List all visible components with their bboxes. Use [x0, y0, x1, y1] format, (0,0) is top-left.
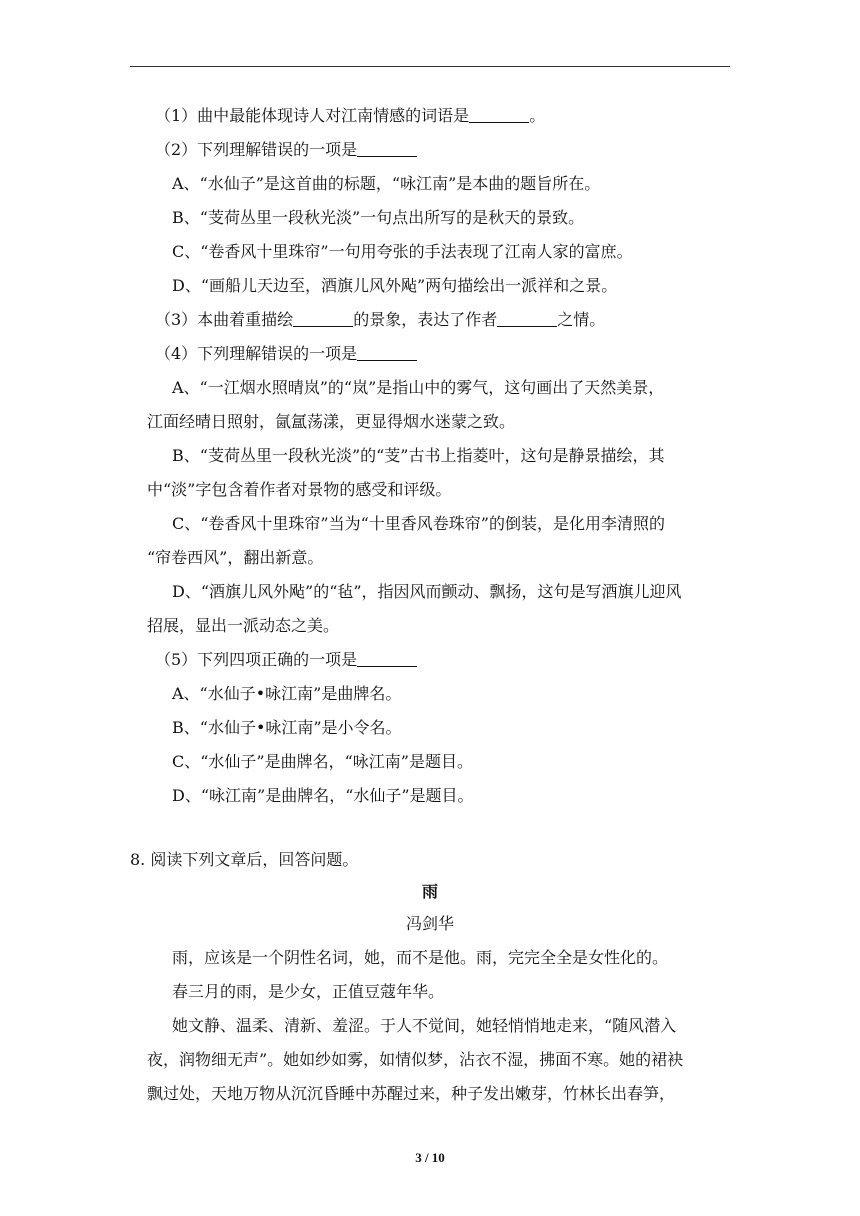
article-author: 冯剑华 — [405, 914, 454, 933]
q4-stem: （4）下列理解错误的一项是 — [155, 344, 358, 363]
q2-stem-line — [155, 140, 417, 160]
q3-blank-2[interactable] — [497, 310, 557, 327]
q2-option-b: B、“芰荷丛里一段秋光淡”一句点出所写的是秋天的景致。 — [172, 208, 585, 227]
q2-option-d: D、“画船儿天边至，酒旗儿风外飐”两句描绘出一派祥和之景。 — [172, 276, 618, 295]
article-paragraph-2: 春三月的雨，是少女，正值豆蔻年华。 — [172, 982, 445, 1001]
q4-option-a-line2: 江面经晴日照射，氤氲荡漾，更显得烟水迷蒙之致。 — [147, 412, 516, 431]
q4-option-c-line2: “帘卷西风”，翻出新意。 — [147, 548, 324, 567]
q8-heading: 8. 阅读下列文章后，回答问题。 — [130, 850, 359, 869]
q4-option-b-line1: B、“芰荷丛里一段秋光淡”的“芰”古书上指菱叶，这句是静景描绘，其 — [172, 446, 665, 465]
q5-stem-line — [155, 650, 417, 670]
q4-option-b-line2: 中“淡”字包含着作者对景物的感受和评级。 — [147, 480, 452, 499]
article-paragraph-1: 雨，应该是一个阴性名词，她，而不是他。雨，完完全全是女性化的。 — [172, 948, 669, 967]
q4-option-d-line1: D、“酒旗儿风外飐”的“毡”，指因风而颤动、飘扬，这句是写酒旗儿迎风 — [172, 582, 682, 601]
q3-text-mid: 的景象，表达了作者 — [353, 310, 498, 329]
article-paragraph-3-line3: 飘过处，天地万物从沉沉昏睡中苏醒过来，种子发出嫩芽，竹林长出春笋， — [147, 1084, 676, 1103]
q1-text: （1）曲中最能体现诗人对江南情感的词语是 — [155, 106, 470, 125]
q5-option-d: D、“咏江南”是曲牌名，“水仙子”是题目。 — [172, 786, 474, 805]
q4-option-a-line1: A、“一江烟水照晴岚”的“岚”是指山中的雾气，这句画出了天然美景， — [172, 378, 665, 397]
q1-period: 。 — [529, 106, 546, 125]
q2-option-a: A、“水仙子”是这首曲的标题，“咏江南”是本曲的题旨所在。 — [172, 174, 601, 193]
page-number: 3 / 10 — [415, 1150, 445, 1165]
q4-option-c-line1: C、“卷香风十里珠帘”当为“十里香风卷珠帘”的倒装，是化用李清照的 — [172, 514, 665, 533]
header-rule — [130, 66, 730, 67]
q5-option-b: B、“水仙子•咏江南”是小令名。 — [172, 718, 402, 737]
q4-stem-line — [155, 344, 417, 364]
q5-stem: （5）下列四项正确的一项是 — [155, 650, 358, 669]
article-paragraph-3-line1: 她文静、温柔、清新、羞涩。于人不觉间，她轻悄悄地走来，“随风潜入 — [172, 1016, 677, 1035]
article-title: 雨 — [421, 882, 438, 901]
q4-option-d-line2: 招展，显出一派动态之美。 — [147, 616, 340, 635]
article-paragraph-3-line2: 夜，润物细无声”。她如纱如雾，如情似梦，沾衣不湿，拂面不寒。她的裙袂 — [147, 1050, 684, 1069]
q5-option-a: A、“水仙子•咏江南”是曲牌名。 — [172, 684, 402, 703]
q5-answer-blank[interactable] — [357, 650, 417, 667]
q3-text-post: 之情。 — [557, 310, 606, 329]
q5-option-c: C、“水仙子”是曲牌名，“咏江南”是题目。 — [172, 752, 473, 771]
q3-blank-1[interactable] — [293, 310, 353, 327]
q2-answer-blank[interactable] — [357, 140, 417, 157]
q2-stem: （2）下列理解错误的一项是 — [155, 140, 358, 159]
q4-answer-blank[interactable] — [357, 344, 417, 361]
q3-text-pre: （3）本曲着重描绘 — [155, 310, 294, 329]
q1-line — [155, 106, 545, 126]
q3-line — [155, 310, 605, 330]
q1-answer-blank[interactable] — [469, 106, 529, 123]
q2-option-c: C、“卷香风十里珠帘”一句用夸张的手法表现了江南人家的富庶。 — [172, 242, 633, 261]
